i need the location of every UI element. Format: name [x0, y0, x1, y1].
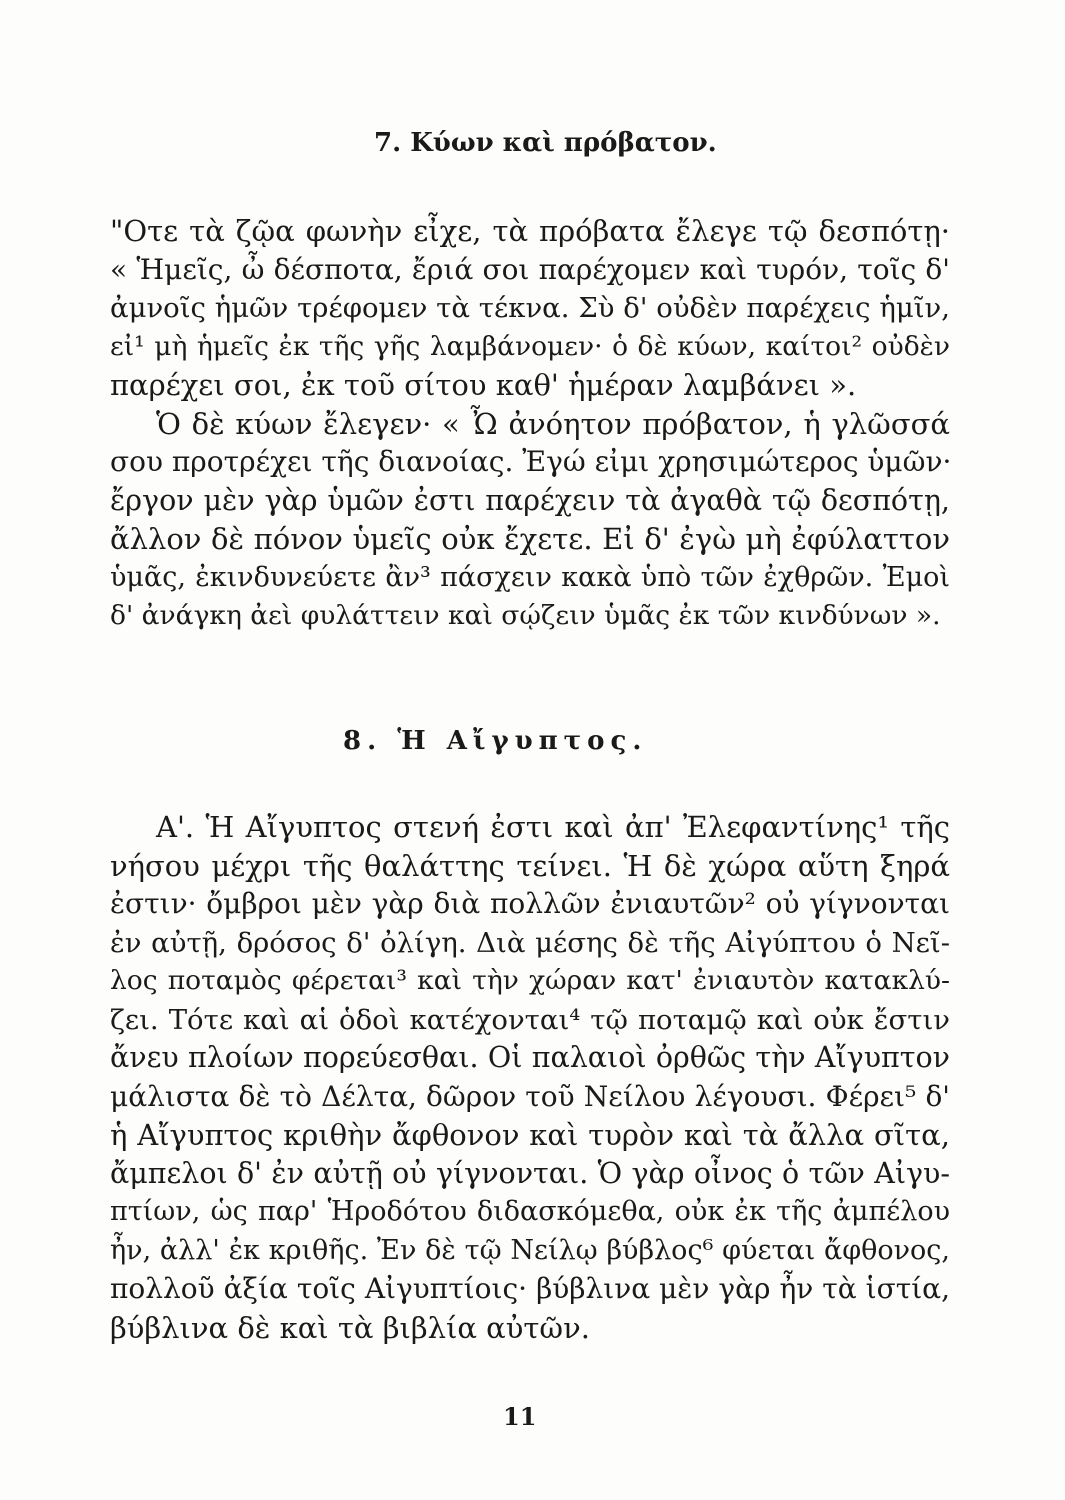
text-line: πολλοῦ ἀξία τοῖς Αἰγυπτίοις· βύβλινα μὲν γὰρ ἦν τὰ ἱστία, — [110, 1272, 950, 1305]
text-line: Α'. Ἡ Αἴγυπτος στενή ἐστι καὶ ἀπ' Ἐλεφαντίνης¹ τῆς — [156, 810, 950, 844]
text-line: « Ἡμεῖς, ὦ δέσποτα, ἔριά σοι παρέχομεν καὶ τυρόν, τοῖς δ' — [110, 252, 950, 286]
text-line: εἰ¹ μὴ ἡμεῖς ἐκ τῆς γῆς λαμβάνομεν· ὁ δὲ κύων, καίτοι² οὐδὲν — [110, 330, 950, 362]
text-line: πτίων, ὡς παρ' Ἡροδότου διδασκόμεθα, οὐκ ἐκ τῆς ἀμπέλου — [110, 1196, 950, 1227]
text-line: μάλιστα δὲ τὸ Δέλτα, δῶρον τοῦ Νείλου λέγουσι. Φέρει⁵ δ' — [110, 1079, 950, 1113]
section-title-aigyptos: 8. Ἡ Αἴγυπτος. — [343, 726, 648, 756]
text-line: ἦν, ἀλλ' ἐκ κριθῆς. Ἐν δὲ τῷ Νείλῳ βύβλος⁶ φύεται ἄφθονος, — [110, 1234, 950, 1266]
text-line: ἄμπελοι δ' ἐν αὐτῇ οὐ γίγνονται. Ὁ γὰρ οἶνος ὁ τῶν Αἰγυ- — [110, 1156, 950, 1190]
text-line: παρέχει σοι, ἐκ τοῦ σίτου καθ' ἡμέραν λαμβάνει ». — [110, 368, 857, 402]
text-line: βύβλινα δὲ καὶ τὰ βιβλία αὐτῶν. — [110, 1310, 590, 1345]
text-line: νήσου μέχρι τῆς θαλάττης τείνει. Ἡ δὲ χώρα αὕτη ξηρά — [110, 848, 950, 883]
text-line: ἐστιν· ὄμβροι μὲν γὰρ διὰ πολλῶν ἐνιαυτῶν² οὐ γίγνονται — [110, 887, 950, 920]
text-line: ἐν αὐτῇ, δρόσος δ' ὀλίγη. Διὰ μέσης δὲ τῆς Αἰγύπτου ὁ Νεῖ- — [110, 926, 950, 959]
text-line: "Οτε τὰ ζῷα φωνὴν εἶχε, τὰ πρόβατα ἔλεγε τῷ δεσπότῃ· — [110, 214, 950, 248]
section-body-aigyptos — [110, 808, 950, 1347]
text-line: ζει. Τότε καὶ αἱ ὁδοὶ κατέχονται⁴ τῷ ποταμῷ καὶ οὐκ ἔστιν — [110, 1003, 950, 1036]
text-line: ἀμνοῖς ἡμῶν τρέφομεν τὰ τέκνα. Σὺ δ' οὐδὲν παρέχεις ἡμῖν, — [110, 292, 950, 324]
text-line: ἄλλον δὲ πόνον ὑμεῖς οὐκ ἔχετε. Εἰ δ' ἐγὼ μὴ ἐφύλαττον — [110, 522, 950, 556]
text-line: ὑμᾶς, ἐκινδυνεύετε ἂν³ πάσχειν κακὰ ὑπὸ τῶν ἐχθρῶν. Ἐμοὶ — [110, 561, 950, 593]
section-body-kyon — [110, 212, 950, 636]
text-line: δ' ἀνάγκη ἀεὶ φυλάττειν καὶ σῴζειν ὑμᾶς ἐκ τῶν κινδύνων ». — [110, 600, 941, 631]
page-number: 11 — [503, 1402, 537, 1431]
text-line: σου προτρέχει τῆς διανοίας. Ἐγώ εἰμι χρησιμώτερος ὑμῶν· — [110, 445, 952, 478]
text-line: λος ποταμὸς φέρεται³ καὶ τὴν χώραν κατ' ἐνιαυτὸν κατακλύ- — [110, 965, 950, 996]
text-line: ἔργον μὲν γὰρ ὑμῶν ἐστι παρέχειν τὰ ἀγαθὰ τῷ δεσπότῃ, — [110, 483, 950, 517]
text-line: ἄνευ πλοίων πορεύεσθαι. Οἱ παλαιοὶ ὀρθῶς τὴν Αἴγυπτον — [110, 1041, 950, 1074]
text-line: ἡ Αἴγυπτος κριθὴν ἄφθονον καὶ τυρὸν καὶ τὰ ἄλλα σῖτα, — [110, 1118, 950, 1152]
text-line: Ὁ δὲ κύων ἔλεγεν· « Ὦ ἀνόητον πρόβατον, ἡ γλῶσσά — [156, 406, 950, 441]
section-title-kyon: 7. Κύων καὶ πρόβατον. — [374, 128, 717, 158]
